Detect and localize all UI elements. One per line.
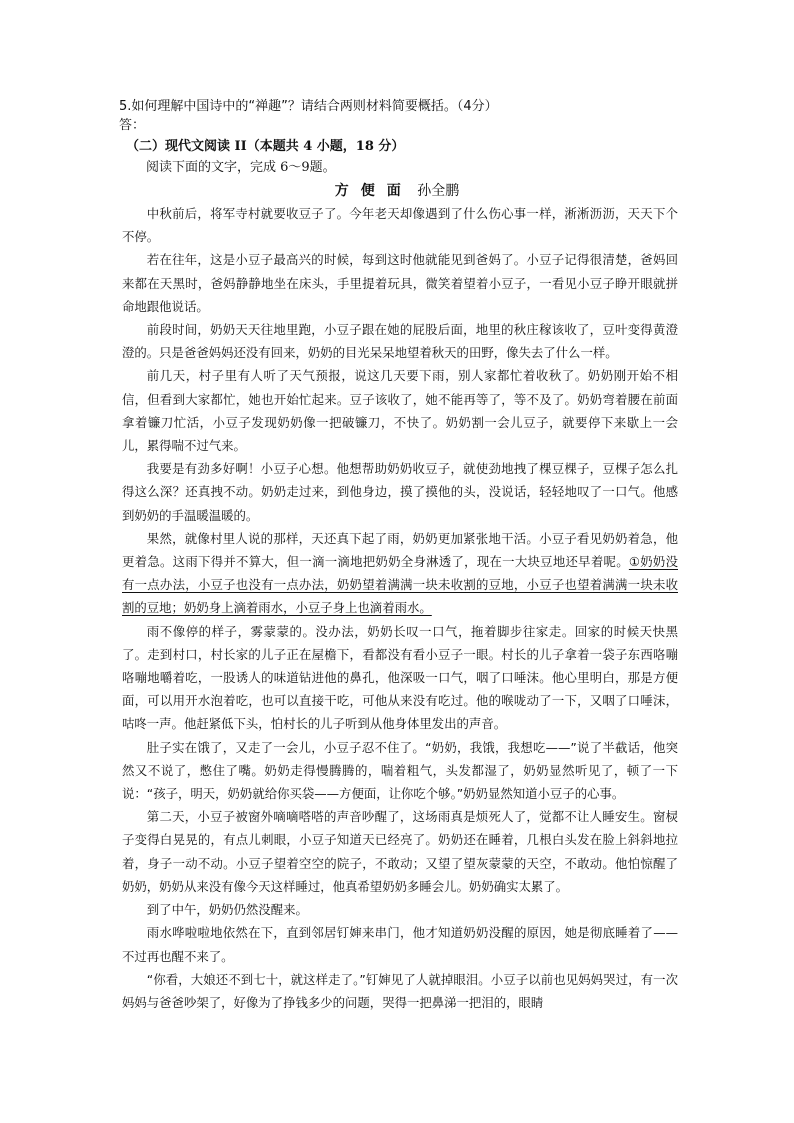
paragraph: 第二天，小豆子被窗外嘀嘀嗒嗒的声音吵醒了，这场雨真是烦死人了，觉都不让人睡安生。窗棂子变得白晃晃的，有点儿刺眼，小豆子知道天已经亮了。奶奶还在睡着，几根白头发在脸上斜斜地拉着，身子一动不动。小豆子望着空空的院子，不敢动；又望了望灰蒙蒙的天空，不敢动。他怕惊醒了奶奶，奶奶从来没有像今天这样睡过，他真希望奶奶多睡会儿。奶奶确实太累了。: [122, 809, 678, 894]
paragraph: 前段时间，奶奶天天往地里跑，小豆子跟在她的屁股后面，地里的秋庄稼该收了，豆叶变得黄澄澄的。只是爸爸妈妈还没有回来，奶奶的目光呆呆地望着秋天的田野，像失去了什么一样。: [122, 322, 678, 361]
answer-label: 答：: [119, 118, 146, 133]
underlined-sentence-1: ①奶奶没有一点办法，小豆子也没有一点办法，奶奶望着满满一块未收割的豆地，小豆子也望着满满一块未收割的豆地；奶奶身上滴着雨水，小豆子身上也滴着雨水。: [122, 554, 678, 616]
instruction: 阅读下面的文字，完成 6～9题。: [146, 160, 336, 175]
story-author: 孙全鹏: [417, 183, 460, 199]
paragraph: 到了中午，奶奶仍然没醒来。: [146, 902, 308, 918]
story-heading: [0, 182, 794, 200]
paragraph: “你看，大娘还不到七十，就这样走了。”钉婶见了人就掉眼泪。小豆子以前也见妈妈哭过，有一次妈妈与爸爸吵架了，好像为了挣钱多少的问题，哭得一把鼻涕一把泪的，眼睛: [122, 971, 678, 1010]
paragraph: 若在往年，这是小豆子最高兴的时候，每到这时他就能见到爸妈了。小豆子记得很清楚，爸妈回来都在天黑时，爸妈静静地坐在床头，手里提着玩具，微笑着望着小豆子，一看见小豆子睁开眼就拼命地跟他说话。: [122, 252, 678, 314]
question-5: 5.如何理解中国诗中的“禅趣”？请结合两则材料简要概括。（4分）: [119, 99, 498, 114]
story-title: 方便面: [334, 183, 413, 199]
section-title: （二）现代文阅读 II（本题共 4 小题，18 分）: [126, 139, 405, 154]
paragraph: 我要是有劲多好啊！小豆子心想。他想帮助奶奶收豆子，就使劲地拽了棵豆棵子，豆棵子怎么扎得这么深？还真拽不动。奶奶走过来，到他身边，摸了摸他的头，没说话，轻轻地叹了一口气。他感到奶奶的手温暖温暖的。: [122, 461, 678, 523]
paragraph: 雨不像停的样子，雾蒙蒙的。没办法，奶奶长叹一口气，拖着脚步往家走。回家的时候天快黑了。走到村口，村长家的儿子正在屋檐下，看都没有看小豆子一眼。村长的儿子拿着一袋子东西咯嘣咯嘣地嚼着吃，一股诱人的味道钻进他的鼻孔，他深吸一口气，咽了口唾沫。他心里明白，那是方便面，可以用开水泡着吃，也可以直接干吃，可他从来没有吃过。他的喉咙动了一下，又咽了口唾沫，咕咚一声。他赶紧低下头，怕村长的儿子听到从他身体里发出的声音。: [122, 623, 678, 732]
paragraph: 中秋前后，将军寺村就要收豆子了。今年老天却像遇到了什么伤心事一样，淅淅沥沥，天天下个不停。: [122, 206, 678, 245]
paragraph: 前几天，村子里有人听了天气预报，说这几天要下雨，别人家都忙着收秋了。奶奶刚开始不相信，但看到大家都忙，她也开始忙起来。豆子该收了，她不能再等了，等不及了。奶奶弯着腰在前面拿着镰刀忙活，小豆子发现奶奶像一把破镰刀，不快了。奶奶割一会儿豆子，就要停下来歇上一会儿，累得喘不过气来。: [122, 368, 678, 454]
paragraph: [122, 527, 678, 620]
story-body: [122, 202, 678, 1014]
paragraph: 肚子实在饿了，又走了一会儿，小豆子忍不住了。“奶奶，我饿，我想吃——”说了半截话，他突然又不说了，憋住了嘴。奶奶走得慢腾腾的，喘着粗气，头发都湿了，奶奶显然听见了，顿了一下说：“孩子，明天，奶奶就给你买袋——方便面，让你吃个够。”奶奶显然知道小豆子的心事。: [122, 739, 678, 802]
paragraph-text: 果然，就像村里人说的那样，天还真下起了雨，奶奶更加紧张地干活。小豆子看见奶奶着急，他更着急。这雨下得并不算大，但一滴一滴地把奶奶全身淋透了，现在一大块豆地还早着呢。: [122, 530, 678, 570]
paragraph: 雨水哗啦啦地依然在下，直到邻居钉婶来串门，他才知道奶奶没醒的原因，她是彻底睡着了——不过再也醒不来了。: [122, 925, 678, 964]
